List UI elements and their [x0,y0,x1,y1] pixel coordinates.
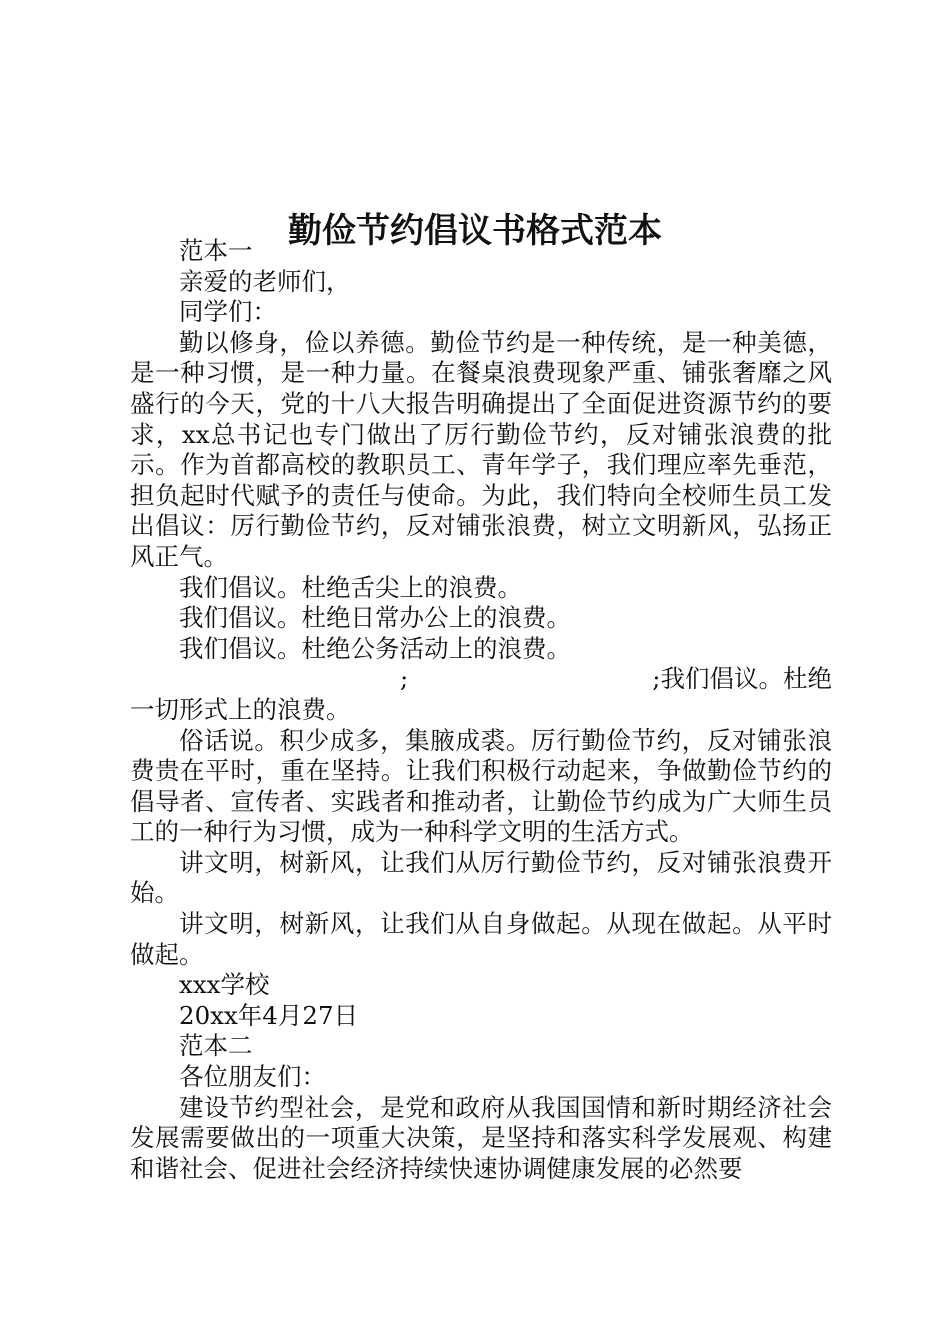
proposal-item-1: 我们倡议。杜绝舌尖上的浪费。 [179,572,522,602]
salutation-line-3: 各位朋友们： [179,1062,326,1092]
proposal-item-4-line [130,664,832,695]
proposal-item-2: 我们倡议。杜绝日常办公上的浪费。 [179,603,571,633]
proposal-item-4-start: ;我们倡议。杜绝 [652,664,832,694]
separator-semicolon: ; [400,664,409,694]
paragraph-closing-1: 讲文明，树新风，让我们从厉行勤俭节约，反对铺张浪费开始。 [130,847,832,908]
proposal-item-4-end: 一切形式上的浪费。 [130,694,351,724]
section-heading-2: 范本二 [179,1031,253,1061]
proposal-item-3: 我们倡议。杜绝公务活动上的浪费。 [179,633,571,663]
signature-school: xxx学校 [179,970,270,1000]
document-body [130,236,832,1184]
document-title: 勤俭节约倡议书格式范本 [288,210,662,251]
paragraph-section2: 建设节约型社会，是党和政府从我国国情和新时期经济社会发展需要做出的一项重大决策，是坚持和落实科学发展观、构建和谐社会、促进社会经济持续快速协调健康发展的必然要 [130,1092,832,1183]
section-heading-1: 范本一 [179,236,253,265]
paragraph-saying: 俗话说。积少成多，集腋成裘。厉行勤俭节约，反对铺张浪费贵在平时，重在坚持。让我们积极行动起来，争做勤俭节约的倡导者、宣传者、实践者和推动者，让勤俭节约成为广大师生员工的一种行为习惯，成为一种科学文明的生活方式。 [130,725,832,847]
signature-date: 20xx年4月27日 [179,1000,359,1030]
salutation-line-2: 同学们： [179,297,277,327]
paragraph-closing-2: 讲文明，树新风，让我们从自身做起。从现在做起。从平时做起。 [130,909,832,969]
paragraph-intro: 勤以修身，俭以养德。勤俭节约是一种传统，是一种美德，是一种习惯，是一种力量。在餐桌浪费现象严重、铺张奢靡之风盛行的今天，党的十八大报告明确提出了全面促进资源节约的要求，xx总书记也专门做出了厉行勤俭节约，反对铺张浪费的批示。作为首都高校的教职员工、青年学子，我们理应率先垂范，担负起时代赋予的责任与使命。为此，我们特向全校师生员工发出倡议：厉行勤俭节约，反对铺张浪费，树立文明新风，弘扬正风正气。 [130,327,832,571]
salutation-line-1: 亲爱的老师们， [179,266,351,296]
